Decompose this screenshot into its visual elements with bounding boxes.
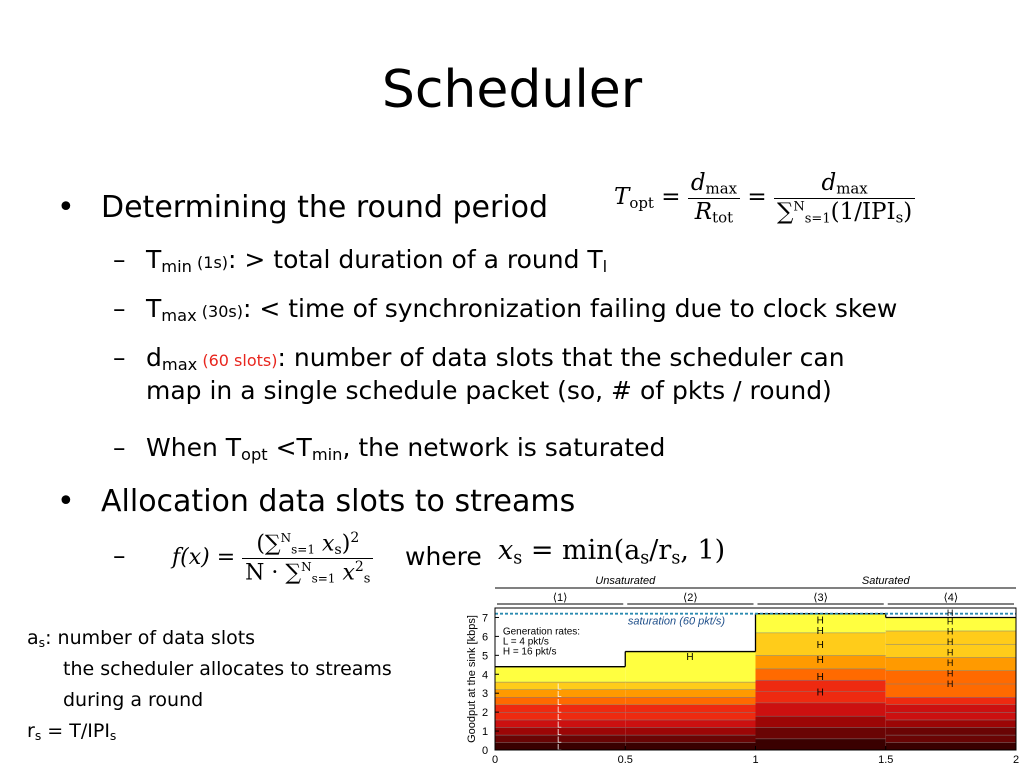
chart-label-high: H	[946, 678, 954, 689]
note-as: $a_s$: number of data slots	[27, 627, 256, 651]
bullet-round-period	[57, 190, 549, 225]
chart-band-1-7	[625, 689, 755, 697]
chart-label-low: L	[557, 705, 562, 715]
chart-y-axis-label: Goodput at the sink [kbps]	[466, 615, 478, 743]
sub-tmin: – $T_{min}$ (1s): > total duration of a round $T_l$	[113, 245, 608, 277]
chart-band-3-1	[886, 735, 1016, 743]
chart-band-3-6	[886, 697, 1016, 705]
chart-band-1-6	[625, 697, 755, 705]
chart-band-1-4	[625, 712, 755, 720]
chart-stage-label: ⟨1⟩	[552, 592, 568, 604]
chart-band-2-3	[756, 703, 886, 716]
chart-band-1-8	[625, 682, 755, 690]
chart-band-2-1	[756, 727, 886, 738]
chart-band-2-2	[756, 716, 886, 727]
chart-x-tick-label: 2	[1012, 754, 1020, 764]
chart-x-tick-label: 0	[491, 754, 499, 764]
chart-x-tick-label: 1.5	[878, 754, 894, 764]
dash-icon: –	[113, 343, 126, 372]
chart-saturation-label: saturation (60 pkt/s)	[627, 615, 726, 628]
chart-legend-line: H = 16 pkt/s	[502, 646, 557, 658]
chart-label-high: H	[816, 625, 824, 637]
chart-band-3-5	[886, 705, 1016, 713]
chart-y-tick-label: 6	[481, 631, 489, 644]
note-rs: $r_s = T/IPI_s$	[27, 720, 117, 744]
chart-band-1-0	[625, 742, 755, 750]
formula-topt: $T_{opt}$ = $\frac{d_{max}}{R_{tot}}$ = $\frac{d_{max}}{\sum^N_{s=1}(1/IPI_s)}$	[614, 170, 915, 226]
chart-y-tick-label: 7	[481, 612, 489, 625]
chart-label-low: L	[557, 690, 562, 700]
chart-label-low: L	[557, 743, 562, 753]
chart-phase-label: Unsaturated	[595, 575, 656, 587]
chart-x-tick-label: 0.5	[617, 754, 633, 764]
chart-label-high: H	[946, 637, 954, 648]
note-as-line3: during a round	[63, 689, 204, 711]
chart-stage-label: ⟨4⟩	[943, 592, 959, 604]
chart-stage-label: ⟨3⟩	[813, 592, 828, 604]
dash-icon: –	[113, 541, 126, 570]
chart-label-low: L	[557, 728, 562, 738]
bullet-round-period-text: Determining the round period	[101, 190, 549, 225]
chart-legend-line: Generation rates:	[502, 626, 581, 638]
chart-y-tick-label: 4	[481, 669, 489, 682]
chart-y-tick-label: 3	[481, 688, 489, 701]
chart-band-1-3	[625, 720, 755, 728]
chart-band-0-9	[495, 667, 625, 682]
sub-tmax: – $T_{max}$ (30s): < time of synchronization failing due to clock skew	[113, 294, 898, 326]
chart-y-tick-label: 0	[481, 745, 489, 757]
chart-label-high: H	[816, 655, 824, 667]
chart-band-3-2	[886, 727, 1016, 735]
dash-icon: –	[113, 433, 126, 462]
formula-fx-fraction: $\frac{(\sum^N_{s=1} x_s)^2}{N \cdot \sum^N_{s=1} x^2_s}$	[242, 530, 373, 586]
goodput-chart	[455, 568, 1021, 764]
sub-dmax: – $d_{max}$ (60 slots): number of data slots that the scheduler can map in a single schedule packet (so, # of pkts / round)	[113, 343, 845, 406]
note-as-line2: the scheduler allocates to streams	[63, 658, 392, 680]
chart-x-tick-label: 1	[752, 754, 759, 764]
dash-icon: –	[113, 294, 126, 323]
chart-label-low: L	[557, 697, 562, 707]
chart-label-low: L	[557, 720, 562, 730]
chart-label-high: H	[946, 616, 954, 627]
chart-stage-label: ⟨2⟩	[683, 592, 698, 604]
bullet-dot-icon: •	[57, 484, 75, 519]
slide-title: Scheduler	[381, 60, 643, 120]
formula-topt-fraction-2: $\frac{d_{max}}{\sum^N_{s=1}(1/IPI_s)}$	[774, 170, 915, 226]
chart-band-1-5	[625, 705, 755, 713]
chart-phase-label: Saturated	[861, 575, 910, 587]
chart-label-high: H	[946, 668, 954, 679]
where-label: where	[405, 542, 482, 571]
formula-xs: $x_s = \min(a_s/r_s$, 1)	[498, 535, 726, 569]
chart-legend-line: L = 4 pkt/s	[502, 636, 549, 648]
sub-topt: – When $T_{opt} <T_{min}$, the network is saturated	[113, 433, 666, 465]
chart-label-high: H	[946, 657, 954, 668]
bullet-dot-icon: •	[57, 190, 75, 225]
chart-band-1-2	[625, 727, 755, 735]
chart-band-3-3	[886, 720, 1016, 728]
chart-label-low: L	[557, 735, 562, 745]
chart-label-high: H	[686, 652, 694, 664]
chart-band-2-0	[756, 739, 886, 750]
chart-y-tick-label: 1	[481, 726, 489, 739]
chart-label-low: L	[557, 682, 562, 692]
chart-label-high: H	[816, 615, 824, 627]
formula-topt-fraction-1: $\frac{d_{max}}{R_{tot}}$	[688, 170, 740, 226]
chart-label-high: H	[946, 626, 954, 637]
chart-band-3-0	[886, 742, 1016, 750]
chart-label-high: H	[946, 647, 954, 658]
chart-label-high: H	[946, 607, 954, 618]
bullet-allocation: • Allocation data slots to streams	[57, 484, 576, 519]
chart-label-high: H	[816, 672, 824, 684]
chart-label-low: L	[557, 712, 562, 722]
chart-band-3-4	[886, 712, 1016, 720]
dash-icon: –	[113, 245, 126, 274]
chart-label-high: H	[816, 687, 824, 699]
chart-y-tick-label: 5	[481, 650, 489, 663]
chart-y-tick-label: 2	[481, 707, 489, 720]
chart-label-high: H	[816, 639, 824, 651]
chart-band-1-1	[625, 735, 755, 743]
formula-fx: f(x) = $\frac{(\sum^N_{s=1} x_s)^2}{N \cdot \sum^N_{s=1} x^2_s}$	[172, 530, 373, 586]
